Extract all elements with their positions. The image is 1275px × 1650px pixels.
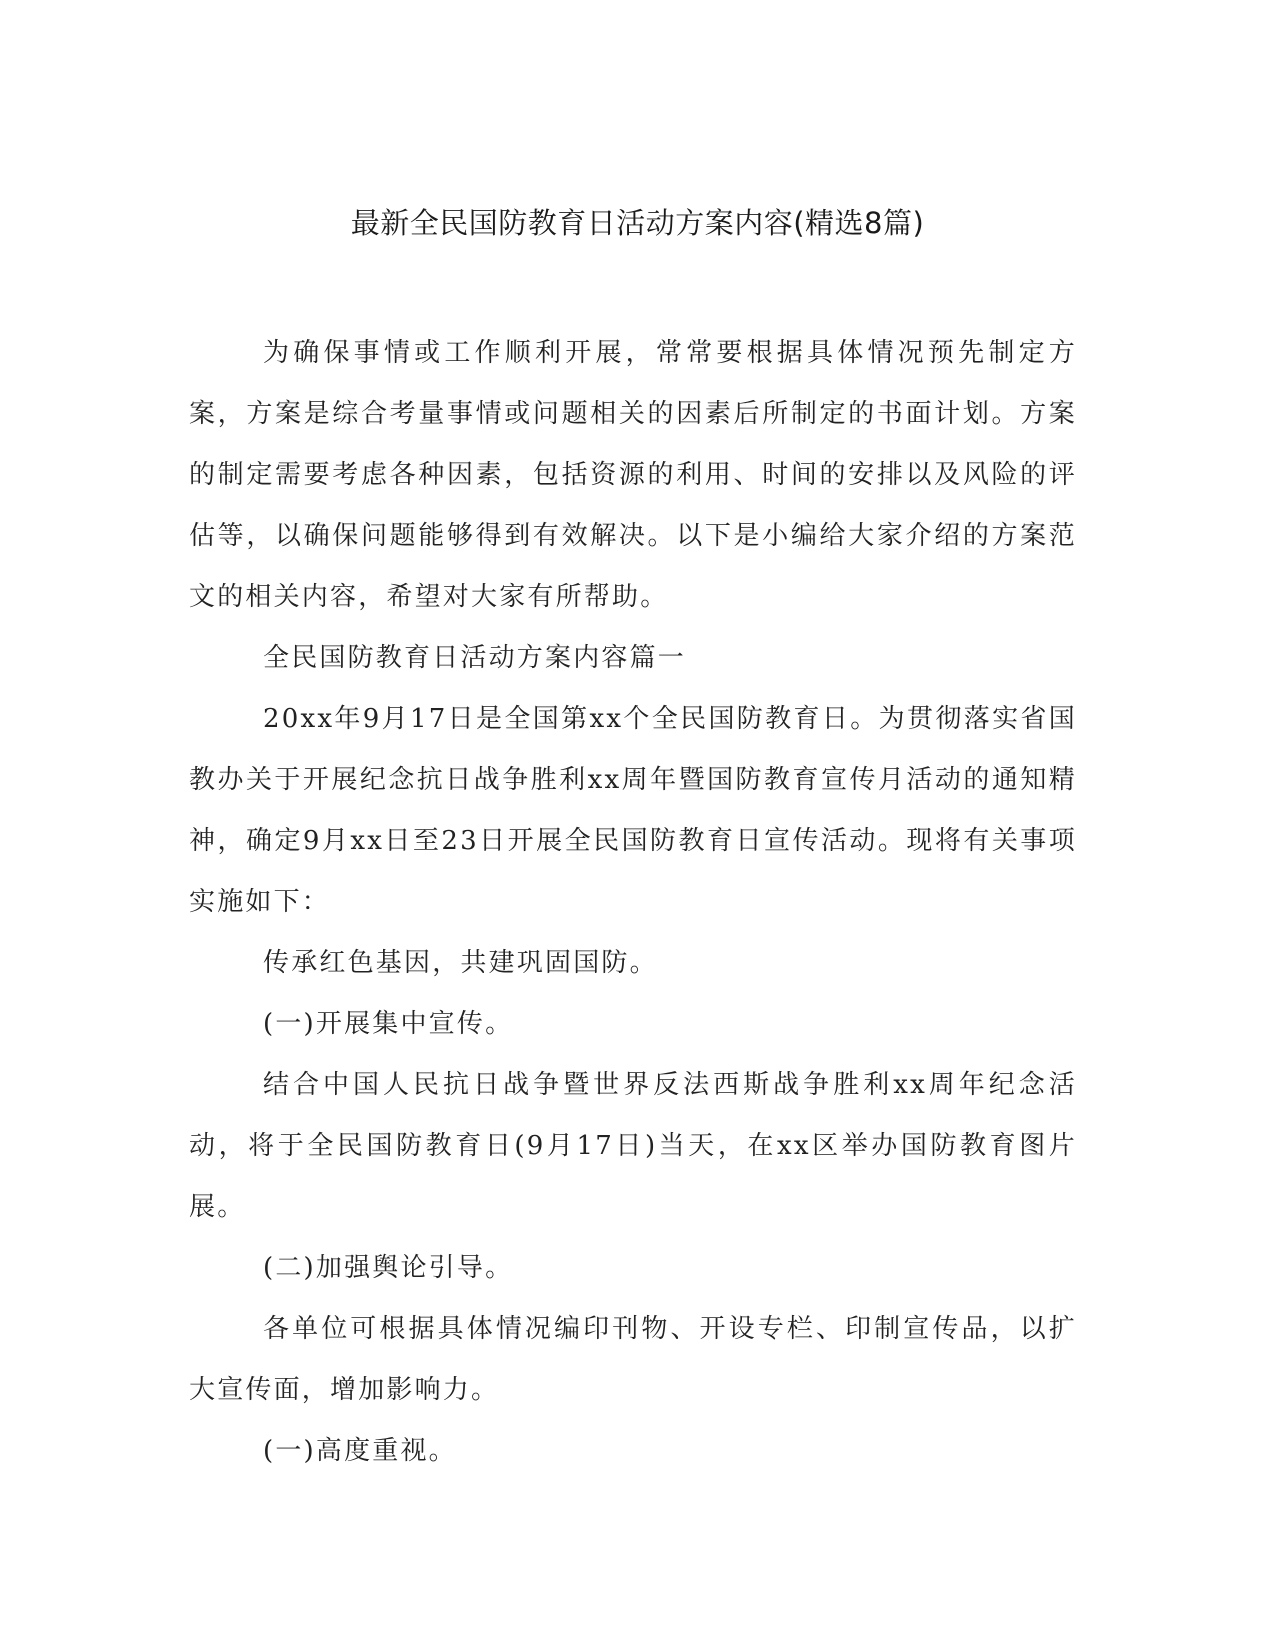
theme-paragraph: 传承红色基因，共建巩固国防。 [263, 948, 658, 978]
paragraph: 各单位可根据具体情况编印刊物、开设专栏、印制宣传品，以扩大宣传面，增加影响力。 [189, 1314, 1077, 1405]
intro-paragraph: 为确保事情或工作顺利开展，常常要根据具体情况预先制定方案，方案是综合考量事情或问题相关的因素后所制定的书面计划。方案的制定需要考虑各种因素，包括资源的利用、时间的安排以及风险的评估等，以确保问题能够得到有效解决。以下是小编给大家介绍的方案范文的相关内容，希望对大家有所帮助。 [189, 338, 1077, 612]
section-heading-1: 全民国防教育日活动方案内容篇一 [263, 643, 687, 673]
subheading: (一)开展集中宣传。 [263, 1009, 514, 1039]
subheading: (一)高度重视。 [263, 1436, 457, 1466]
document-title: 最新全民国防教育日活动方案内容(精选8篇) [350, 206, 925, 240]
paragraph: 20xx年9月17日是全国第xx个全民国防教育日。为贯彻落实省国教办关于开展纪念抗日战争胜利xx周年暨国防教育宣传月活动的通知精神，确定9月xx日至23日开展全民国防教育日宣传活动。现将有关事项实施如下： [189, 704, 1077, 917]
paragraph: 结合中国人民抗日战争暨世界反法西斯战争胜利xx周年纪念活动，将于全民国防教育日(9月17日)当天，在xx区举办国防教育图片展。 [189, 1070, 1077, 1222]
document-body [189, 323, 1077, 1482]
subheading: (二)加强舆论引导。 [263, 1253, 514, 1283]
